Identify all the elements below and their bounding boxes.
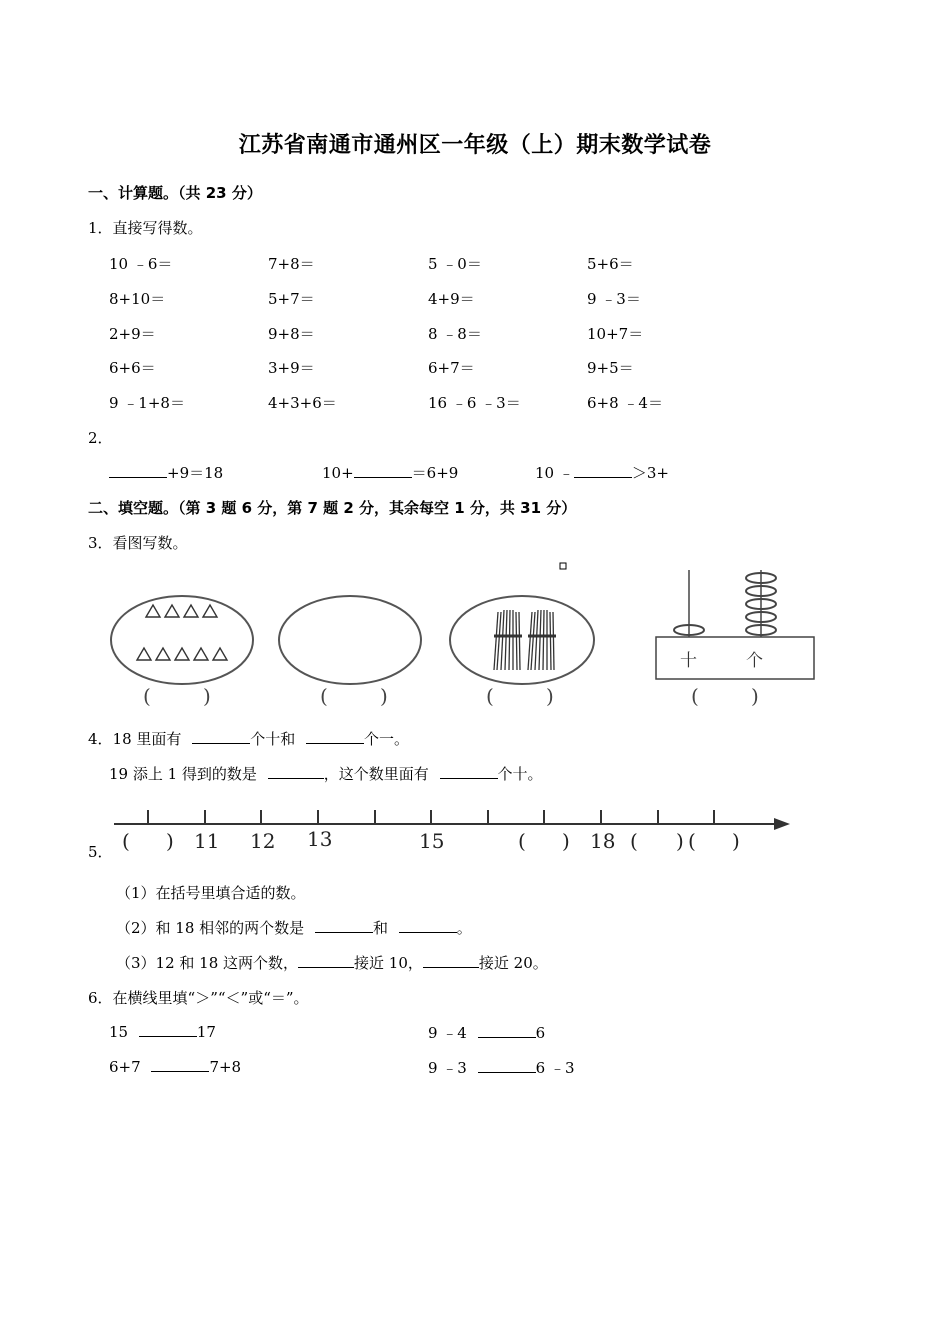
q5-sub3: （3）12 和 18 这两个数， 接近 10， 接近 20。	[116, 954, 548, 972]
q1-item: 9 ﹣3＝	[587, 290, 641, 308]
number-line	[100, 800, 800, 860]
number-line-bracket-open[interactable]: (	[122, 829, 130, 853]
abacus-ones-label: 个	[746, 651, 763, 671]
square-mark	[560, 563, 566, 569]
answer-blank[interactable]	[139, 1022, 197, 1037]
answer-bracket-open[interactable]: (	[486, 684, 494, 708]
q1-item: 16 ﹣6 ﹣3＝	[428, 394, 521, 412]
q3-label: 3．看图写数。	[88, 534, 188, 552]
answer-blank[interactable]	[423, 953, 479, 968]
q5-label: 5．	[88, 843, 113, 861]
number-line-bracket-open[interactable]: (	[630, 829, 638, 853]
answer-blank[interactable]	[109, 463, 167, 478]
answer-blank[interactable]	[315, 918, 373, 933]
answer-bracket-open[interactable]: (	[691, 684, 699, 708]
section1-heading: 一、计算题。（共 23 分）	[88, 184, 262, 202]
q6-item: 9 ﹣4 6	[428, 1024, 546, 1042]
q6-label: 6．在横线里填“＞”“＜”或“＝”。	[88, 989, 309, 1007]
q4-line1: 4．18 里面有 个十和 个一。	[88, 730, 409, 748]
q1-item: 8+10＝	[109, 290, 166, 308]
answer-blank[interactable]	[478, 1023, 536, 1038]
answer-bracket-close: )	[751, 684, 759, 708]
q5-sub1: （1）在括号里填合适的数。	[116, 884, 306, 902]
oval-stick-bundles	[450, 596, 594, 684]
number-line-label: 15	[419, 829, 445, 853]
q3-figure	[100, 560, 820, 715]
abacus	[656, 570, 814, 679]
q1-item: 5+7＝	[268, 290, 315, 308]
q1-item: 9+8＝	[268, 325, 315, 343]
answer-blank[interactable]	[268, 764, 324, 779]
q1-label: 1．直接写得数。	[88, 219, 203, 237]
oval-triangles	[111, 596, 253, 684]
q1-item: 9+5＝	[587, 359, 634, 377]
number-line-label: 13	[307, 827, 333, 851]
q1-item: 5+6＝	[587, 255, 634, 273]
answer-blank[interactable]	[354, 463, 412, 478]
number-line-bracket-close: )	[732, 829, 740, 853]
q1-item: 6+8 ﹣4＝	[587, 394, 663, 412]
q1-item: 9 ﹣1+8＝	[109, 394, 185, 412]
answer-bracket-open[interactable]: (	[143, 684, 151, 708]
number-line-bracket-close: )	[676, 829, 684, 853]
answer-bracket-close: )	[546, 684, 554, 708]
q2-item-3: 10 ﹣ ＞3+	[535, 464, 669, 482]
q1-item: 6+6＝	[109, 359, 156, 377]
number-line-bracket-close: )	[562, 829, 570, 853]
oval-empty	[279, 596, 421, 684]
abacus-tens-label: 十	[680, 651, 697, 671]
answer-blank[interactable]	[298, 953, 354, 968]
answer-blank[interactable]	[306, 729, 364, 744]
answer-blank[interactable]	[478, 1058, 536, 1073]
q1-item: 3+9＝	[268, 359, 315, 377]
q6-item: 15 17	[109, 1023, 216, 1041]
number-line-label: 18	[590, 829, 616, 853]
q1-item: 8 ﹣8＝	[428, 325, 482, 343]
number-line-label: 11	[194, 829, 220, 853]
number-line-label: 12	[250, 829, 276, 853]
answer-bracket-close: )	[203, 684, 211, 708]
q1-item: 7+8＝	[268, 255, 315, 273]
answer-blank[interactable]	[399, 918, 457, 933]
q1-item: 10 ﹣6＝	[109, 255, 173, 273]
q1-item: 10+7＝	[587, 325, 644, 343]
number-line-bracket-close: )	[166, 829, 174, 853]
section2-heading: 二、填空题。（第 3 题 6 分，第 7 题 2 分，其余每空 1 分，共 31 分）	[88, 499, 577, 517]
answer-blank[interactable]	[192, 729, 250, 744]
answer-bracket-close: )	[380, 684, 388, 708]
q1-item: 4+3+6＝	[268, 394, 337, 412]
q5-sub2: （2）和 18 相邻的两个数是 和 。	[116, 919, 472, 937]
page-title: 江苏省南通市通州区一年级（上）期末数学试卷	[238, 133, 712, 158]
q2-label: 2．	[88, 429, 113, 447]
q6-item: 9 ﹣3 6 ﹣3	[428, 1059, 575, 1077]
q1-item: 4+9＝	[428, 290, 475, 308]
q1-item: 2+9＝	[109, 325, 156, 343]
answer-blank[interactable]	[440, 764, 498, 779]
q2-item-1: +9＝18	[109, 462, 223, 483]
number-line-bracket-open[interactable]: (	[518, 829, 526, 853]
number-line-bracket-open[interactable]: (	[688, 829, 696, 853]
q2-item-2: 10+ ＝6+9	[322, 464, 459, 482]
q1-item: 6+7＝	[428, 359, 475, 377]
q4-line2: 19 添上 1 得到的数是 ，这个数里面有 个十。	[109, 765, 543, 783]
answer-blank[interactable]	[151, 1057, 209, 1072]
q1-item: 5 ﹣0＝	[428, 255, 482, 273]
q6-item: 6+7 7+8	[109, 1058, 242, 1076]
answer-bracket-open[interactable]: (	[320, 684, 328, 708]
answer-blank[interactable]	[574, 463, 632, 478]
